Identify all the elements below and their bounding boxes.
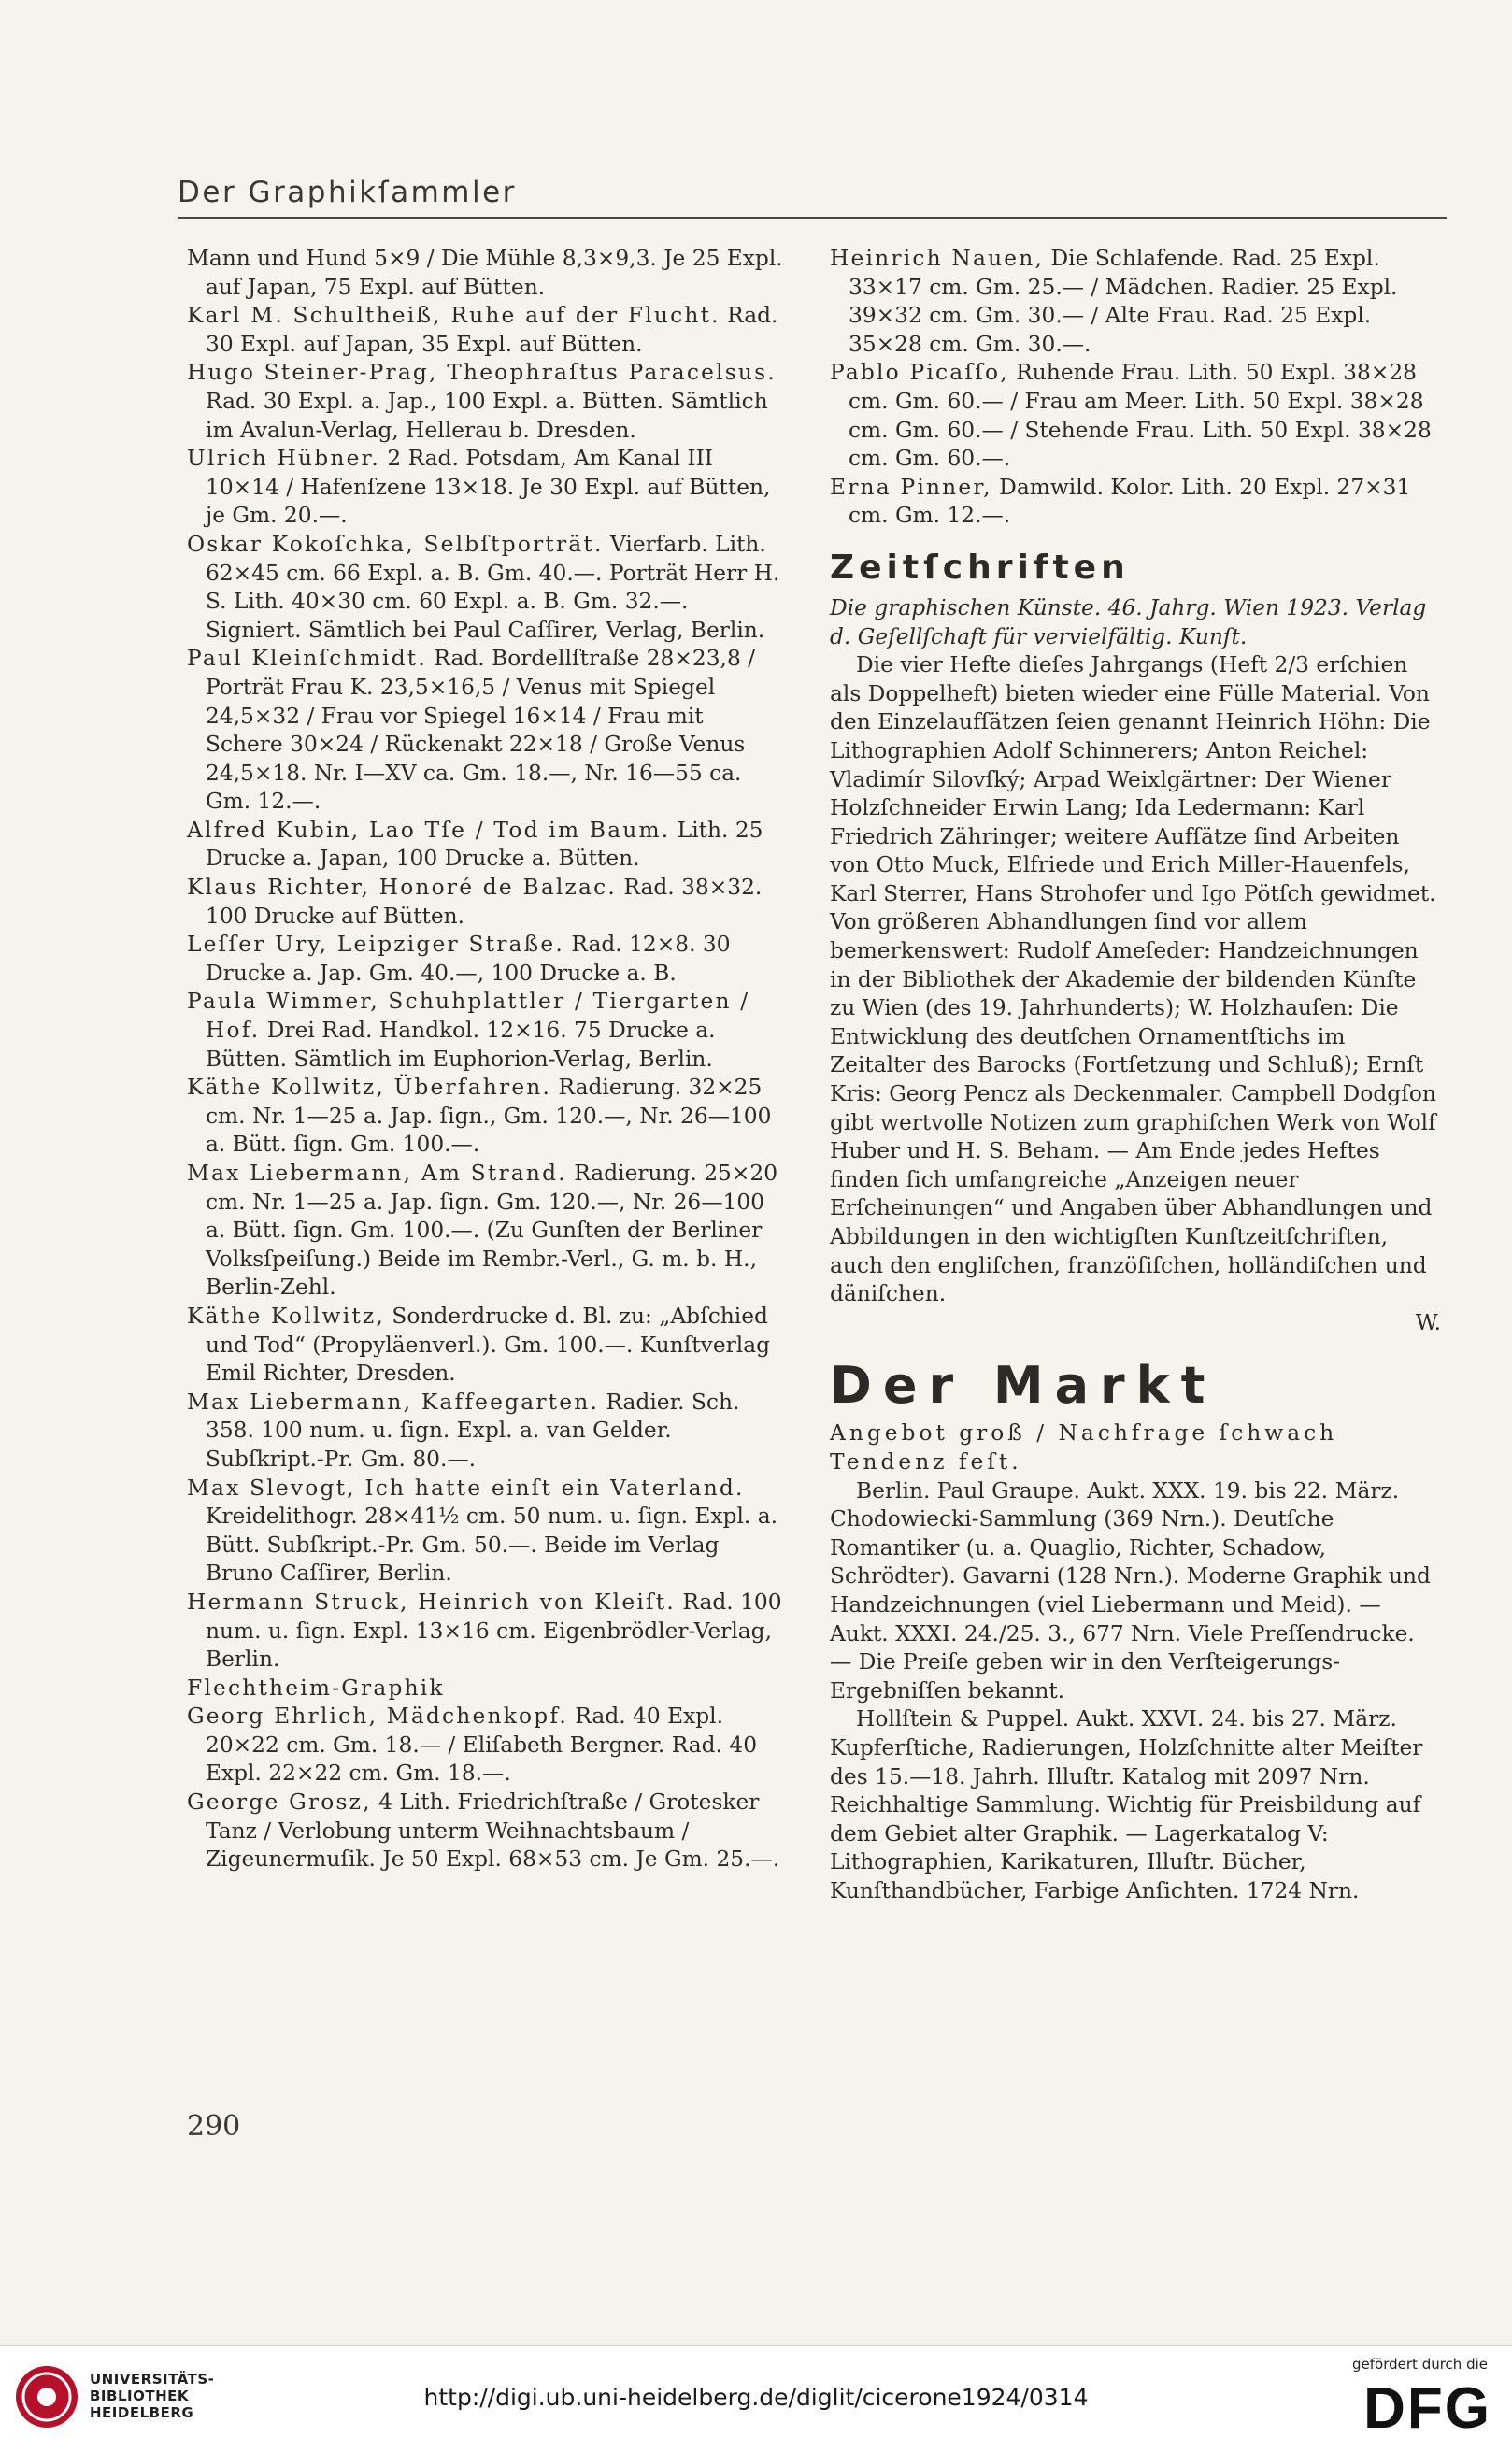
running-head: Der Graphikſammler	[178, 176, 517, 209]
listing-entry: Hugo Steiner-Prag, Theophraſtus Paracelsus. Rad. 30 Expl. a. Jap., 100 Expl. a. Bütten. Sämtlich im Avalun-Verlag, Hellerau b. Dresden.	[187, 360, 777, 443]
market-subheading: Angebot groß / Nachfrage ſchwach Tendenz feſt.	[830, 1420, 1338, 1475]
listing-entry: Paul Kleinſchmidt. Rad. Bordellſtraße 28×23,8 / Porträt Frau K. 23,5×16,5 / Venus mit Spiegel 24,5×32 / Frau vor Spiegel 16×14 / Frau mit Schere 30×24 / Rückenakt 22×18 / Große Venus 24,5×18. Nr. I—XV ca. Gm. 18.—, Nr. 16—55 ca. Gm. 12.—.	[187, 646, 756, 815]
journal-review: Die vier Hefte dieſes Jahrgangs (Heft 2/3 erſchien als Doppelheft) bieten wieder eine Fülle Material. Von den Einzelaufſätzen ſeien genannt Heinrich Höhn: Die Lithographien Adolf Schinnerers; Anton Reichel: Vladimír Silovſký; Arpad Weixlgärtner: Der Wiener Holzſchneider Erwin Lang; Ida Ledermann: Karl Friedrich Zähringer; weitere Aufſätze ſind Arbeiten von Otto Muck, Elfriede und Erich Miller-Hauenfels, Karl Sterrer, Hans Strohofer und Igo Pötſch gewidmet. Von größeren Abhandlungen ſind vor allem bemerkenswert: Rudolf Ameſeder: Handzeichnungen in der Bibliothek der Akademie der bildenden Künſte zu Wien (des 19. Jahrhunderts); W. Holzhauſen: Die Entwicklung des deutſchen Ornamentſtichs im Zeitalter des Barocks (Fortſetzung und Schluß); Ernſt Kris: Georg Pencz als Deckenmaler. Campbell Dodgſon gibt wertvolle Notizen zum graphiſchen Werk von Wolf Huber und H. S. Beham. — Am Ende jedes Heftes finden ſich umfangreiche „Anzeigen neuer Erſcheinungen“ und Angaben über Abhandlungen und Abbildungen in den wichtigſten Kunſtzeitſchriften, auch den engliſchen, franzöſiſchen, holländiſchen und däniſchen.	[830, 652, 1436, 1307]
listing-entry: Erna Pinner, Damwild. Kolor. Lith. 20 Expl. 27×31 cm. Gm. 12.—.	[830, 474, 1411, 529]
listing-entry: Pablo Picaſſo, Ruhende Frau. Lith. 50 Expl. 38×28 cm. Gm. 60.— / Frau am Meer. Lith. 50 Expl. 38×28 cm. Gm. 60.— / Stehende Frau. Lith. 50 Expl. 38×28 cm. Gm. 60.—.	[830, 360, 1432, 472]
market-report: Hollſtein & Puppel. Aukt. XXVI. 24. bis 27. März. Kupferſtiche, Radierungen, Holzſchnitte alter Meiſter des 15.—18. Jahrh. Illuſtr. Katalog mit 2097 Nrn. Reichhaltige Sammlung. Wichtig für Preisbildung auf dem Gebiet alter Graphik. — Lagerkatalog V: Lithographien, Karikaturen, Illuſtr. Bücher, Kunſthandbücher, Farbige Anſichten. 1724 Nrn.	[830, 1706, 1423, 1903]
listing-entry: Max Liebermann, Am Strand. Radierung. 25×20 cm. Nr. 1—25 a. Jap. ſign. Gm. 120.—, Nr. 26—100 a. Bütt. ſign. Gm. 100.—. (Zu Gunſten der Berliner Volksſpeiſung.) Beide im Rembr.-Verl., G. m. b. H., Berlin-Zehl.	[187, 1161, 778, 1301]
listing-entry: Georg Ehrlich, Mädchenkopf. Rad. 40 Expl. 20×22 cm. Gm. 18.— / Eliſabeth Bergner. Rad. 40 Expl. 22×22 cm. Gm. 18.—.	[187, 1704, 758, 1787]
listing-entry: Klaus Richter, Honoré de Balzac. Rad. 38×32. 100 Drucke auf Bütten.	[187, 875, 763, 929]
listing-entry: Mann und Hund 5×9 / Die Mühle 8,3×9,3. Je 25 Expl. auf Japan, 75 Expl. auf Bütten.	[187, 246, 783, 300]
listing-entry: Käthe Kollwitz, Überfahren. Radierung. 32×25 cm. Nr. 1—25 a. Jap. ſign., Gm. 120.—, Nr. 26—100 a. Bütt. ſign. Gm. 100.—.	[187, 1075, 772, 1158]
section-heading-markt: Der Markt	[830, 1356, 1217, 1416]
document-url[interactable]: http://digi.ub.uni-heidelberg.de/diglit/cicerone1924/0314	[423, 2384, 1089, 2411]
header-rule	[178, 217, 1447, 219]
listing-entry: Alfred Kubin, Lao Tſe / Tod im Baum. Lith. 25 Drucke a. Japan, 100 Drucke a. Bütten.	[187, 817, 763, 872]
listing-entry: Max Slevogt, Ich hatte einſt ein Vaterland. Kreidelithogr. 28×41½ cm. 50 num. u. ſign. Expl. a. Bütt. Subſkript.-Pr. Gm. 50.—. Beide im Verlag Bruno Caſſirer, Berlin.	[187, 1475, 778, 1587]
funding-note: gefördert durch die	[1352, 2356, 1488, 2373]
listing-entry: Heinrich Nauen, Die Schlafende. Rad. 25 Expl. 33×17 cm. Gm. 25.— / Mädchen. Radier. 25 Expl. 39×32 cm. Gm. 30.— / Alte Frau. Rad. 25 Expl. 35×28 cm. Gm. 30.—.	[830, 246, 1398, 357]
listing-entry: Käthe Kollwitz, Sonderdrucke d. Bl. zu: „Abſchied und Tod“ (Propyläenverl.). Gm. 100.—. Kunſtverlag Emil Richter, Dresden.	[187, 1303, 771, 1387]
listing-entry: Max Liebermann, Kaffeegarten. Radier. Sch. 358. 100 num. u. ſign. Expl. a. van Gelder. Subſkript.-Pr. Gm. 80.—.	[187, 1389, 740, 1472]
listing-entry: Hermann Struck, Heinrich von Kleiſt. Rad. 100 num. u. ſign. Expl. 13×16 cm. Eigenbrödler-Verlag, Berlin.	[187, 1589, 782, 1673]
listing-entry: Karl M. Schultheiß, Ruhe auf der Flucht. Rad. 30 Expl. auf Japan, 35 Expl. auf Bütten.	[187, 303, 778, 357]
market-report: Berlin. Paul Graupe. Aukt. XXX. 19. bis 22. März. Chodowiecki-Sammlung (369 Nrn.). Deutſche Romantiker (u. a. Quaglio, Richter, Schadow, Schrödter). Gavarni (128 Nrn.). Moderne Graphik und Handzeichnungen (viel Liebermann und Meid). — Aukt. XXXI. 24./25. 3., 677 Nrn. Viele Preſſendrucke. — Die Preiſe geben wir in den Verſteigerungs-Ergebniſſen bekannt.	[830, 1477, 1431, 1704]
listing-entry: Ulrich Hübner. 2 Rad. Potsdam, Am Kanal III 10×14 / Hafenſzene 13×18. Je 30 Expl. auf Bütten, je Gm. 20.—.	[187, 446, 771, 529]
institution-name: UNIVERSITÄTS- BIBLIOTHEK HEIDELBERG	[90, 2371, 215, 2421]
listing-entry: Oskar Kokoſchka, Selbſtporträt. Vierfarb. Lith. 62×45 cm. 66 Expl. a. B. Gm. 40.—. Porträt Herr H. S. Lith. 40×30 cm. 60 Expl. a. B. Gm. 32.—. Signiert. Sämtlich bei Paul Caſſirer, Verlag, Berlin.	[187, 531, 780, 643]
listing-entry: George Grosz, 4 Lith. Friedrichſtraße / Grotesker Tanz / Verlobung unterm Weihnachtsbaum / Zigeunermuſik. Je 50 Expl. 68×53 cm. Je Gm. 25.—.	[187, 1789, 780, 1873]
page-number: 290	[187, 2110, 241, 2143]
listing-entry: Leſſer Ury, Leipziger Straße. Rad. 12×8. 30 Drucke a. Jap. Gm. 40.—, 100 Drucke a. B.	[187, 932, 731, 986]
review-signature: W.	[1415, 1309, 1441, 1335]
listing-entry: Paula Wimmer, Schuhplattler / Tiergarten / Hof. Drei Rad. Handkol. 12×16. 75 Drucke a. Bütten. Sämtlich im Euphorion-Verlag, Berlin.	[187, 989, 750, 1072]
viewer-footer	[0, 2345, 1512, 2452]
right-column	[830, 245, 1441, 1905]
left-column	[187, 245, 783, 1875]
section-heading-zeitschriften: Zeitſchriften	[830, 548, 1130, 587]
journal-title: Die graphischen Künste. 46. Jahrg. Wien 1923. Verlag d. Geſellſchaft für vervielfältig. Kunſt.	[830, 594, 1427, 649]
dfg-logo-icon: DFG	[1363, 2376, 1491, 2441]
publisher-subhead: Flechtheim-Graphik	[187, 1675, 445, 1701]
